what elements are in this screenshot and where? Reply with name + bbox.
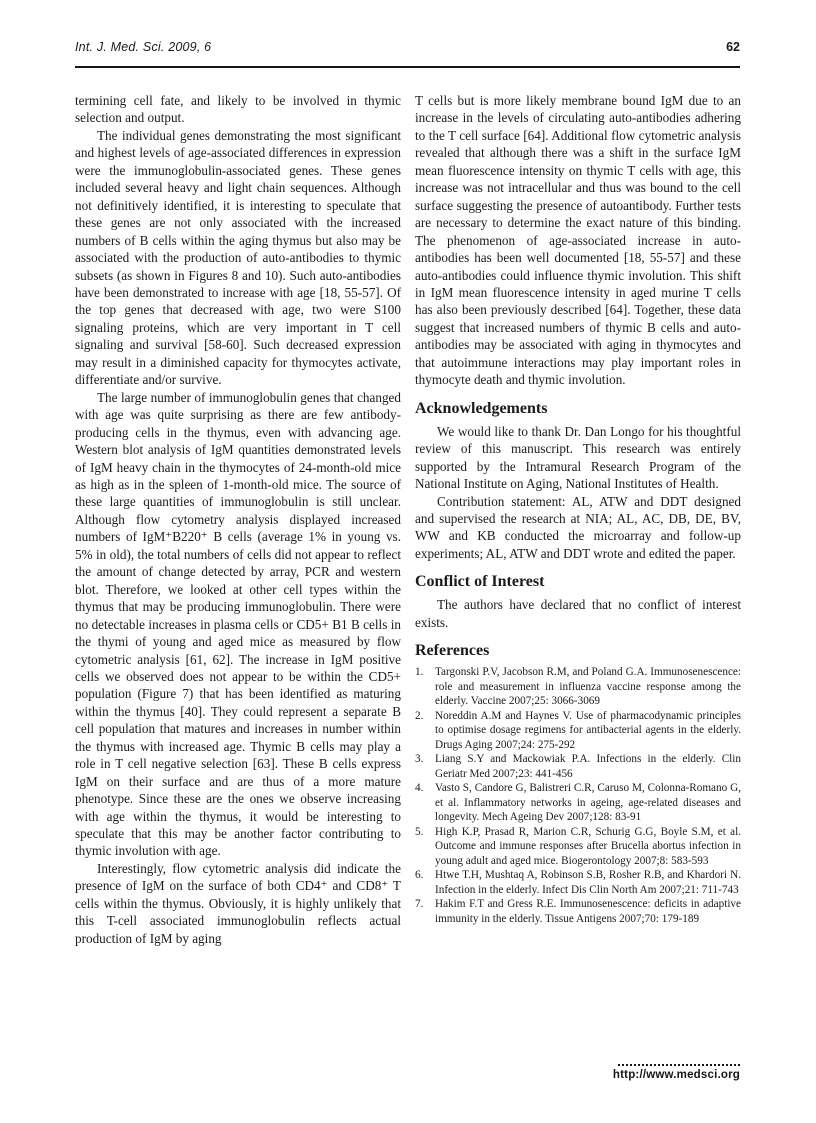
section-heading-conflict-of-interest: Conflict of Interest xyxy=(415,573,545,591)
reference-text: Vasto S, Candore G, Balistreri C.R, Caruso M, Colonna-Romano G, et al. Inflammatory networks in ageing, age-related diseases and longevity. Mech Ageing Dev 2007;128: 83-91 xyxy=(435,782,741,824)
reference-item xyxy=(415,781,741,825)
right-column xyxy=(415,92,741,947)
reference-item xyxy=(415,897,741,926)
reference-number: 5. xyxy=(415,825,424,838)
reference-text: High K.P, Prasad R, Marion C.R, Schurig G.G, Boyle S.M, et al. Outcome and immune responses after Brucella abortus infection in young adult and aged mice. Biogerontology 2007;8: 583-593 xyxy=(435,825,741,867)
page-footer xyxy=(613,1064,740,1081)
reference-number: 4. xyxy=(415,782,424,795)
journal-citation: Int. J. Med. Sci. 2009, 6 xyxy=(75,40,212,54)
header-rule xyxy=(75,66,740,68)
paragraph: The individual genes demonstrating the most significant and highest levels of age-associated differences in expression were the immunoglobulin-associated genes. These genes included several heavy and light chain sequences. Although not definitively identified, it is interesting to speculate that these genes are not only associated with the increased numbers of B cells within the aging thymus but also may be associated with the production of auto-antibodies to thymic subsets (as shown in Figures 8 and 10). Such auto-antibodies have been demonstrated to increase with age [18, 55-57]. Of the top genes that decreased with age, two were S100 signaling proteins, which are very important in T cell signaling and survival [58-60]. Such decreased expression may result in a diminished capacity for thymocytes activate, differentiate and/or survive. xyxy=(75,127,401,388)
reference-text: Noreddin A.M and Haynes V. Use of pharmacodynamic principles to optimise dosage regimens for antibacterial agents in the elderly. Drugs Aging 2007;24: 275-292 xyxy=(435,709,741,751)
reference-number: 6. xyxy=(415,869,424,882)
reference-item xyxy=(415,665,741,709)
reference-text: Liang S.Y and Mackowiak P.A. Infections in the elderly. Clin Geriatr Med 2007;23: 441-456 xyxy=(435,753,741,780)
reference-item xyxy=(415,868,741,897)
article-body xyxy=(75,92,740,947)
page-number: 62 xyxy=(726,40,740,54)
paragraph: The authors have declared that no conflict of interest exists. xyxy=(415,597,741,630)
paragraph: The large number of immunoglobulin genes that changed with age was quite surprising as there are few antibody-producing cells in the thymus, even with advancing age. Western blot analysis of IgM quantities demonstrated levels of IgM heavy chain in the thymocytes of 24-month-old mice as high as in the spleen of 1-month-old mice. The source of these large quantities of immunoglobulin is still unclear. Although flow cytometry analysis displayed increased numbers of IgM⁺B220⁺ B cells (average 1% in young vs. 5% in old), the total numbers of cells did not appear to reflect the amount of change detected by array, PCR and western blot. Therefore, we looked at other cell types within the thymus that may be producing immunoglobulin. There were no detectable increases in plasma cells or CD5+ B1 B cells in the thymi of young and aged mice as measured by flow cytometric analysis [61, 62]. The increase in IgM positive cells we observed does not appear to be within the CD5+ population (Figure 7) that has been identified as maturing within the thymus [40]. They could represent a separate B cell population that matures and increases in number within the thymus with increased age. Thymic B cells may play a role in T cell negative selection [63]. These B cells express IgM on their surface and are thus of a more mature phenotype. Since these are the ones we observe increasing with age within the thymus, it would be interesting to speculate that this may be another factor contributing to thymic involution with age. xyxy=(75,389,401,859)
paragraph-continuation: T cells but is more likely membrane bound IgM due to an increase in the levels of circulating auto-antibodies adhering to the T cell surface [64]. Additional flow cytometric analysis revealed that although there was a shift in the surface IgM mean fluorescence intensity on thymic T cells with age, this increase was not intracellular and thus was bound to the cell surface suggesting the presence of autoantibody. Further tests are necessary to determine the exact nature of this binding. The phenomenon of age-associated increase in auto-antibodies has been well documented [18, 55-57] and these auto-antibodies could influence thymic involution. This shift in IgM mean fluorescence intensity in aged murine T cells has also been previously described [64]. Together, these data suggest that increased numbers of thymic B cells and auto-antibodies may be associated with aging in thymocytes and that autoimmune interactions may play important roles in thymocyte death and thymic involution. xyxy=(415,93,741,388)
paragraph: Contribution statement: AL, ATW and DDT designed and supervised the research at NIA; AL, AC, DB, DE, BV, WW and KB conducted the microarray and follow-up experiments; AL, ATW and DDT wrote and edited the paper. xyxy=(415,493,741,561)
journal-url-link[interactable]: http://www.medsci.org xyxy=(612,1069,740,1081)
reference-text: Htwe T.H, Mushtaq A, Robinson S.B, Rosher R.B, and Khardori N. Infection in the elderly. Infect Dis Clin North Am 2007;21: 711-743 xyxy=(435,869,741,896)
reference-number: 7. xyxy=(415,898,424,911)
reference-number: 2. xyxy=(415,709,424,722)
section-heading-references: References xyxy=(415,642,490,660)
paragraph: We would like to thank Dr. Dan Longo for his thoughtful review of this manuscript. This research was entirely supported by the Intramural Research Program of the National Institute on Aging, National Institutes of Health. xyxy=(415,423,741,492)
left-column xyxy=(75,92,401,947)
reference-item xyxy=(415,709,741,753)
reference-item xyxy=(415,825,741,869)
paragraph: Interestingly, flow cytometric analysis did indicate the presence of IgM on the surface of both CD4⁺ and CD8⁺ T cells within the thymus. Obviously, it is highly unlikely that this T-cell associated immunoglobulin reflects actual production of IgM by aging xyxy=(75,860,401,946)
reference-text: Hakim F.T and Gress R.E. Immunosenescence: deficits in adaptive immunity in the elderly. Tissue Antigens 2007;70: 179-189 xyxy=(435,898,741,925)
reference-number: 1. xyxy=(415,666,424,679)
reference-text: Targonski P.V, Jacobson R.M, and Poland G.A. Immunosenescence: role and measurement in influenza vaccine response among the elderly. Vaccine 2007;25: 3066-3069 xyxy=(435,666,741,708)
reference-item xyxy=(415,752,741,781)
reference-number: 3. xyxy=(415,753,424,766)
page-header xyxy=(75,40,740,54)
paragraph-continuation: termining cell fate, and likely to be involved in thymic selection and output. xyxy=(75,93,401,126)
section-heading-acknowledgements: Acknowledgements xyxy=(415,399,548,417)
footer-rule xyxy=(618,1064,740,1066)
reference-list xyxy=(415,665,741,926)
